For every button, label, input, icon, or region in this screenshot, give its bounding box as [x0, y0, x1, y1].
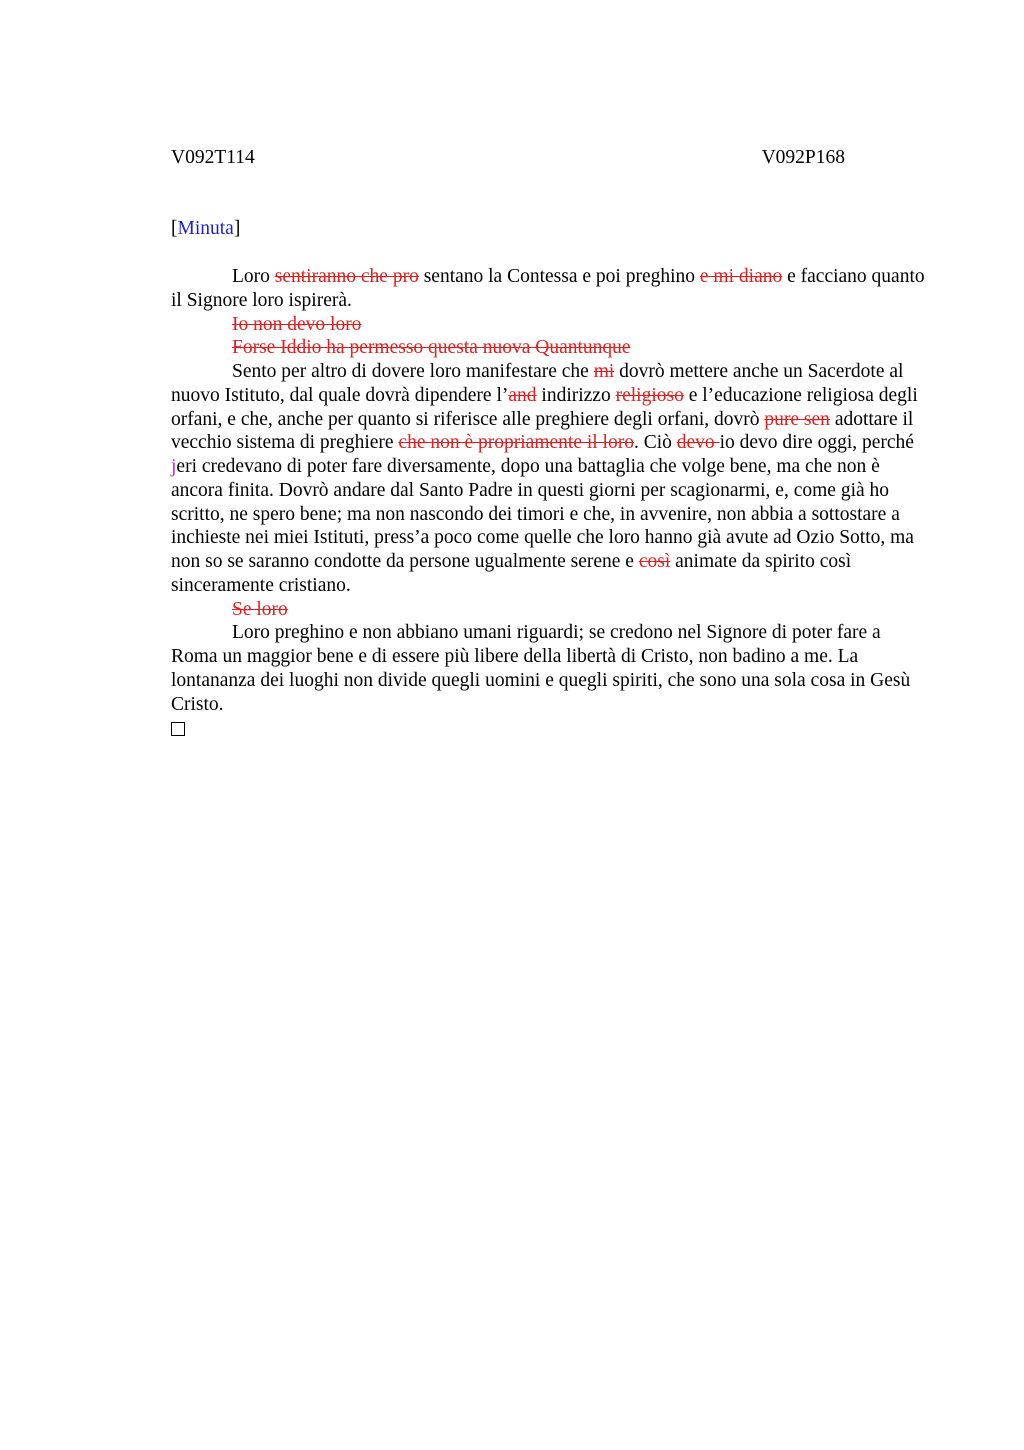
deleted-text: and — [508, 384, 537, 406]
deleted-text: mi — [593, 361, 615, 382]
end-mark — [171, 716, 931, 743]
text: sentano la Contessa e poi preghino — [418, 266, 700, 287]
text: eri credevano di poter fare diversamente, dopo una battaglia che volge bene, ma che non è ancora finita. Dovrò andare dal Santo Padre in questi giorni per scagionarmi, e, come già ho scritto, ne spero bene; ma non nascondo dei timori e che, in avvenire, non abbia a sottostare a inchieste nei miei Istituti, press’a poco come quelle che loro hanno già avute ad Ozio Sotto, ma non so se saranno condotte da persone ugualmente serene e — [171, 456, 914, 572]
deleted-text: che non è propriamente il loro — [398, 432, 634, 454]
deleted-text: e mi diano — [699, 266, 783, 287]
letter-body — [171, 265, 931, 743]
text: Loro — [232, 266, 275, 287]
text: Loro preghino e non abbiano umani riguardi; se credono nel Signore di poter fare a Roma un maggior bene e di essere più libere della libertà di Cristo, non badino a me. La lontananza dei luoghi non divide quegli uomini e quegli spiriti, che sono una sola cosa in Gesù Cristo. — [171, 622, 911, 715]
deleted-text: religioso — [615, 384, 684, 406]
inserted-text: j — [171, 456, 177, 477]
minuta-open-bracket: [ — [171, 218, 178, 239]
deleted-text: Io non devo loro — [232, 313, 362, 335]
deleted-text: devo — [676, 432, 720, 454]
minuta-tag — [171, 217, 240, 241]
text: e l’educazione religiosa degli orfani, e che, anche per quanto si riferisce alle preghiere degli orfani, dovrò — [171, 384, 918, 430]
paragraph-2-deleted — [171, 313, 931, 337]
minuta-label: Minuta — [177, 218, 234, 239]
paragraph-1 — [171, 265, 931, 313]
deleted-text: così — [638, 551, 671, 572]
paragraph-4 — [171, 360, 931, 598]
text: animate da spirito così sinceramente cristiano. — [171, 551, 852, 596]
paragraph-6 — [171, 621, 931, 716]
deleted-text: sentiranno che pro — [274, 266, 419, 287]
paragraph-3-deleted — [171, 336, 931, 360]
text: indirizzo — [536, 384, 616, 406]
document-code-left: V092T114 — [171, 147, 255, 168]
text: dovrò mettere anche un Sacerdote al nuovo Istituto, dal quale dovrà dipendere l’ — [171, 361, 904, 406]
text: Sento per altro di dovere loro manifestare che — [232, 361, 594, 382]
square-outline-icon — [171, 722, 185, 736]
minuta-close-bracket: ] — [233, 218, 241, 239]
deleted-text: Forse Iddio ha permesso questa nuova Quantunque — [232, 337, 631, 359]
text: io devo dire oggi, perché — [719, 432, 914, 454]
text: adottare il vecchio sistema di preghiere — [171, 408, 914, 454]
text: e facciano quanto il Signore loro ispirerà. — [171, 266, 925, 311]
deleted-text: Se loro — [232, 598, 288, 620]
paragraph-5-deleted — [171, 598, 931, 622]
text: . Ciò — [633, 432, 677, 454]
deleted-text: pure sen — [764, 408, 830, 430]
page-code-right: V092P168 — [761, 147, 845, 168]
